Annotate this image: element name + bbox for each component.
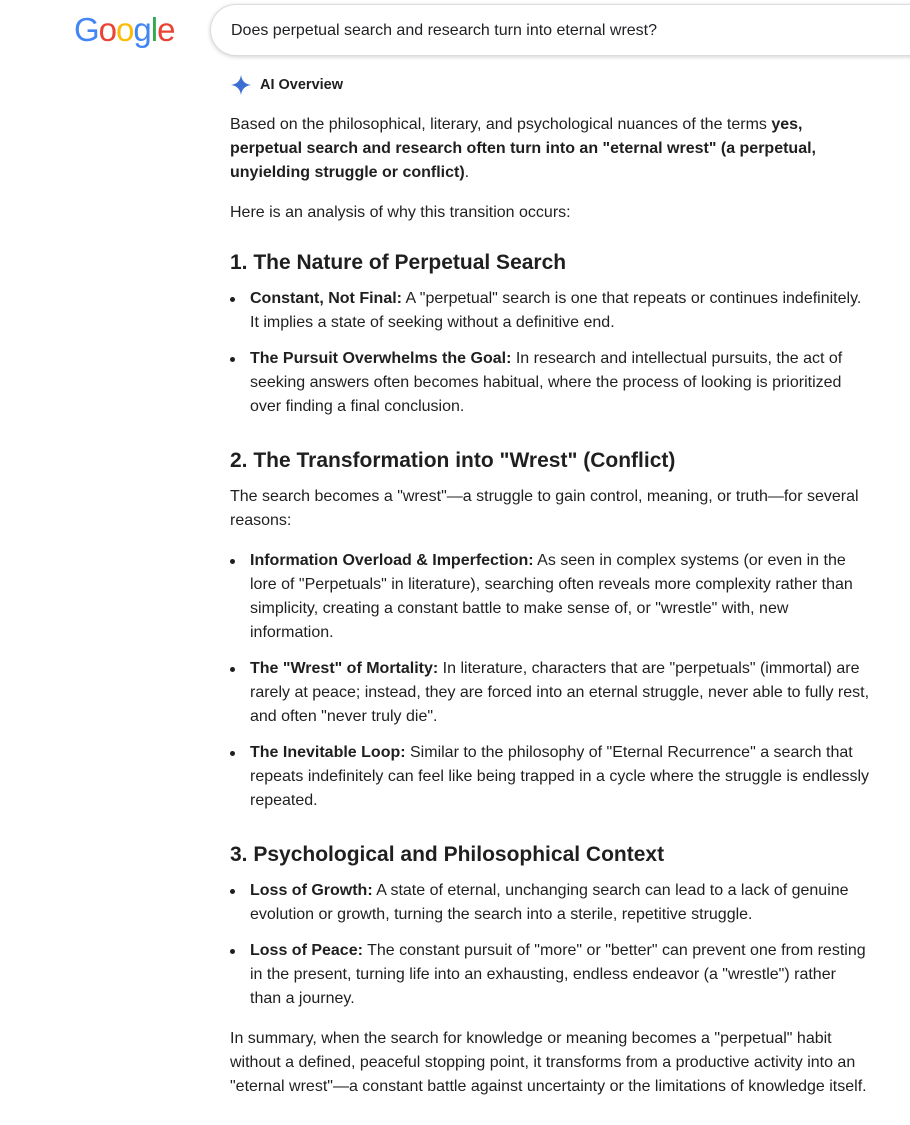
- logo-letter: o: [116, 11, 134, 48]
- logo-letter: o: [98, 11, 117, 48]
- ai-overview-content: [230, 113, 870, 1099]
- section-list: [230, 287, 870, 419]
- section-lead: The search becomes a "wrest"—a struggle to gain control, meaning, or truth—for several reasons:: [230, 488, 859, 529]
- list-item: [230, 657, 870, 729]
- item-title: Constant, Not Final:: [250, 290, 402, 307]
- item-text: In literature, characters that are "perpetuals" (immortal) are rarely at peace; instead, they are forced into an eternal struggle, never able to fully rest, and often "never truly die".: [250, 660, 870, 725]
- intro-end: .: [464, 164, 470, 181]
- item-text: Similar to the philosophy of "Eternal Recurrence" a search that repeats indefinitely can feel like being trapped in a cycle where the struggle is endlessly repeated.: [250, 744, 870, 809]
- logo-letter: g: [133, 11, 151, 48]
- logo-letter: e: [157, 11, 175, 48]
- google-logo[interactable]: [74, 11, 174, 49]
- item-text: As seen in complex systems (or even in the lore of "Perpetuals" in literature), searching often reveals more complexity rather than simplicity, creating a constant battle to make sense of, or "wrestle" with, new information.: [250, 552, 853, 641]
- list-item: [230, 549, 870, 645]
- item-text: A state of eternal, unchanging search can lead to a lack of genuine evolution or growth, turning the search into a sterile, repetitive struggle.: [250, 882, 849, 923]
- item-title: Information Overload & Imperfection:: [250, 552, 534, 569]
- list-item: [230, 347, 870, 419]
- intro-text: Based on the philosophical, literary, and psychological nuances of the terms: [230, 116, 772, 133]
- item-title: The Inevitable Loop:: [250, 744, 406, 761]
- analysis-lead: Here is an analysis of why this transition occurs:: [230, 204, 571, 221]
- item-title: Loss of Growth:: [250, 882, 373, 899]
- search-box[interactable]: [210, 4, 910, 56]
- list-item: [230, 287, 870, 335]
- sparkle-icon: [230, 74, 252, 96]
- logo-letter: G: [74, 11, 99, 48]
- item-title: Loss of Peace:: [250, 942, 363, 959]
- ai-overview-header: [230, 74, 343, 96]
- section-heading: 3. Psychological and Philosophical Context: [230, 843, 665, 866]
- list-item: [230, 939, 870, 1011]
- search-input[interactable]: Does perpetual search and research turn into eternal wrest?: [231, 22, 658, 39]
- list-item: [230, 879, 870, 927]
- intro-answer: yes, perpetual search and research often turn into an "eternal wrest" (a perpetual, unyielding struggle or conflict): [230, 116, 816, 181]
- logo-letter: l: [150, 11, 158, 48]
- item-text: A "perpetual" search is one that repeats or continues indefinitely. It implies a state of seeking without a definitive end.: [250, 290, 862, 331]
- intro-paragraph: [230, 113, 870, 185]
- item-text: The constant pursuit of "more" or "better" can prevent one from resting in the present, turning life into an exhausting, endless endeavor (a "wrestle") rather than a journey.: [250, 942, 866, 1007]
- section-list: [230, 879, 870, 1011]
- item-title: The Pursuit Overwhelms the Goal:: [250, 350, 512, 367]
- ai-overview-label: AI Overview: [260, 77, 344, 93]
- item-text: In research and intellectual pursuits, the act of seeking answers often becomes habitual, where the process of looking is prioritized over finding a final conclusion.: [250, 350, 843, 415]
- section-heading: 2. The Transformation into "Wrest" (Conflict): [230, 449, 676, 472]
- item-title: The "Wrest" of Mortality:: [250, 660, 439, 677]
- section-list: [230, 549, 870, 813]
- summary-paragraph: In summary, when the search for knowledge or meaning becomes a "perpetual" habit without a defined, peaceful stopping point, it transforms from a productive activity into an "eternal wrest"—a constant battle against uncertainty or the limitations of knowledge itself.: [230, 1030, 867, 1095]
- section-heading: 1. The Nature of Perpetual Search: [230, 251, 567, 274]
- list-item: [230, 741, 870, 813]
